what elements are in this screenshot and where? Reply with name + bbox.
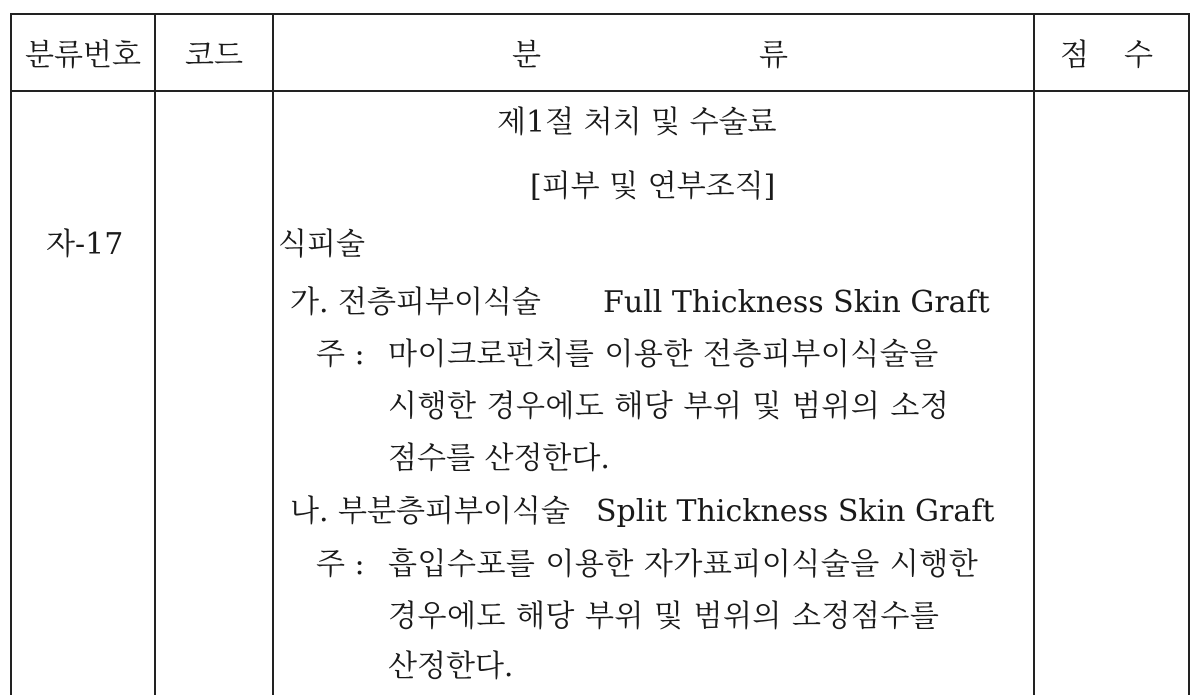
item-b-label: 나. 부분층피부이식술 — [290, 494, 570, 529]
item-a-note-line: 점수를 산정한다. — [388, 441, 610, 476]
section-title: 제1절 처치 및 수술료 — [497, 105, 777, 140]
item-b-note-line: 경우에도 해당 부위 및 범위의 소정점수를 — [388, 599, 940, 634]
item-b-note-prefix: 주 : — [316, 547, 365, 582]
header-code — [156, 14, 272, 90]
item-b-english: Split Thickness Skin Graft — [596, 494, 995, 529]
divider-code-category — [272, 13, 274, 695]
divider-category-score — [1033, 13, 1035, 695]
header-category — [274, 14, 1033, 90]
header-number-label: 분류번호 — [25, 38, 141, 73]
header-category-right: 류 — [759, 38, 788, 73]
item-b-note-line: 산정한다. — [388, 649, 514, 684]
header-bottom-border — [10, 90, 1190, 92]
header-score — [1035, 14, 1188, 90]
procedure-name: 식피술 — [278, 227, 365, 262]
item-b-note-line: 흡입수포를 이용한 자가표피이식술을 시행한 — [388, 547, 979, 582]
header-category-left: 분 — [512, 38, 541, 73]
subsection-title: [피부 및 연부조직] — [530, 169, 776, 204]
table-right-border — [1188, 13, 1190, 695]
item-a-english: Full Thickness Skin Graft — [603, 285, 990, 320]
divider-number-code — [154, 13, 156, 695]
item-a-note-prefix: 주 : — [316, 337, 365, 372]
item-a-note-line: 마이크로펀치를 이용한 전층피부이식술을 — [388, 337, 939, 372]
header-code-label: 코드 — [185, 38, 243, 73]
header-number — [12, 14, 154, 90]
item-a-label: 가. 전층피부이식술 — [290, 285, 541, 320]
table-left-border — [10, 13, 12, 695]
row-number: 자-17 — [46, 227, 124, 262]
header-score-left: 점 — [1060, 38, 1089, 73]
item-a-note-line: 시행한 경우에도 해당 부위 및 범위의 소정 — [388, 389, 950, 424]
header-score-right: 수 — [1124, 38, 1153, 73]
